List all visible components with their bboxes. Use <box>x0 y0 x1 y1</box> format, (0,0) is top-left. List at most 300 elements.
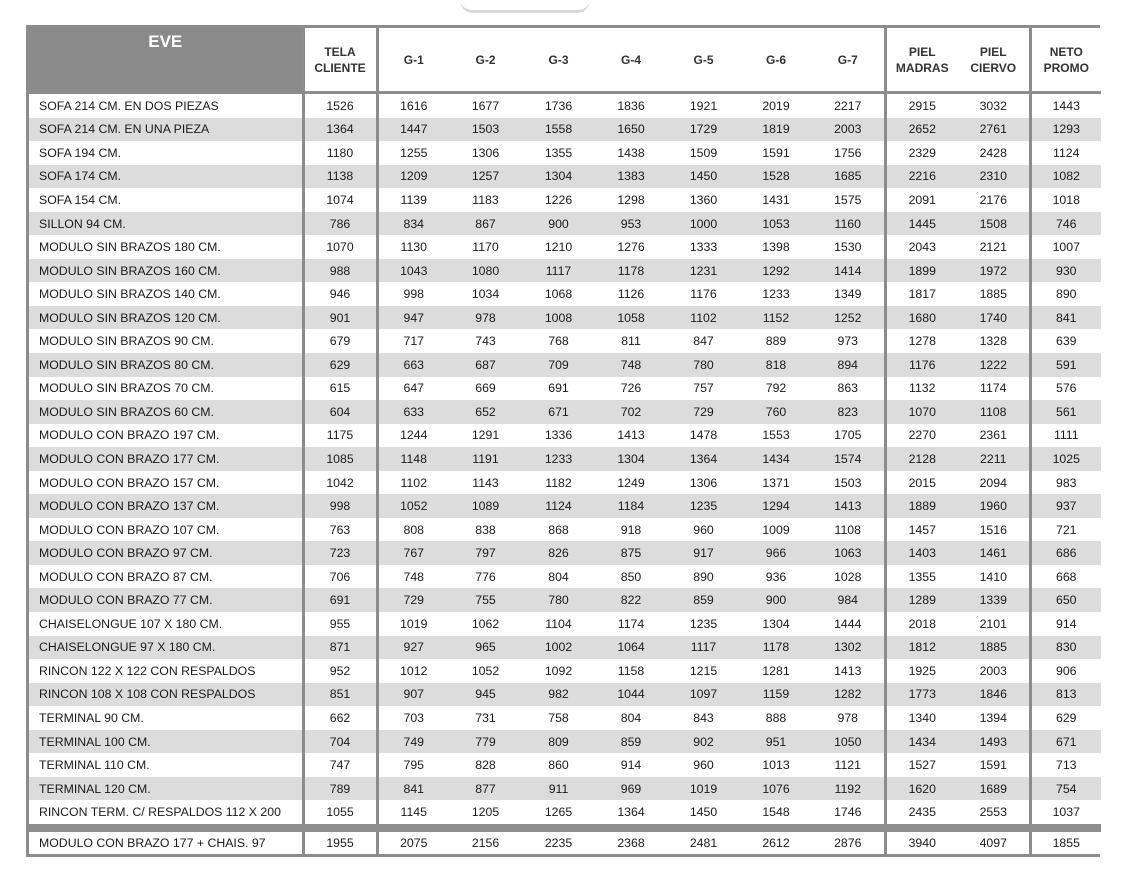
price-cell: 822 <box>595 588 667 612</box>
price-cell: 1028 <box>812 565 885 589</box>
price-cell: 1276 <box>595 235 667 259</box>
price-cell: 726 <box>595 377 667 401</box>
price-cell: 1145 <box>377 800 449 824</box>
table-row <box>29 400 1101 424</box>
header-line: PIEL <box>979 44 1007 59</box>
price-cell: 754 <box>1030 777 1101 801</box>
table-row <box>29 471 1101 495</box>
price-cell: 1152 <box>740 306 812 330</box>
price-cell: 1126 <box>595 282 667 306</box>
price-cell: 1434 <box>885 730 958 754</box>
price-cell: 591 <box>1030 353 1101 377</box>
table-row <box>29 93 1101 118</box>
price-cell: 983 <box>1030 471 1101 495</box>
price-cell: 965 <box>449 636 522 660</box>
product-name-cell: MODULO SIN BRAZOS 70 CM. <box>29 377 303 401</box>
product-name-cell: MODULO SIN BRAZOS 90 CM. <box>29 329 303 353</box>
price-cell: 1124 <box>1030 141 1101 165</box>
price-cell: 1226 <box>522 188 595 212</box>
price-cell: 918 <box>595 518 667 542</box>
price-cell: 1182 <box>522 471 595 495</box>
price-cell: 2043 <box>885 235 958 259</box>
price-cell: 3032 <box>958 93 1030 118</box>
price-cell: 561 <box>1030 400 1101 424</box>
price-cell: 662 <box>303 706 377 730</box>
price-cell: 1007 <box>1030 235 1101 259</box>
price-cell: 1677 <box>449 93 522 118</box>
price-cell: 1294 <box>740 494 812 518</box>
price-cell: 1180 <box>303 141 377 165</box>
price-cell: 911 <box>522 777 595 801</box>
product-name-cell: TERMINAL 110 CM. <box>29 753 303 777</box>
price-cell: 902 <box>667 730 740 754</box>
price-cell: 1729 <box>667 118 740 142</box>
price-cell: 1364 <box>595 800 667 824</box>
price-cell: 811 <box>595 329 667 353</box>
price-cell: 1244 <box>377 424 449 448</box>
price-cell: 1558 <box>522 118 595 142</box>
price-cell: 2128 <box>885 447 958 471</box>
price-cell: 843 <box>667 706 740 730</box>
price-cell: 966 <box>740 541 812 565</box>
g6-header: G-6 <box>740 28 812 93</box>
price-cell: 768 <box>522 329 595 353</box>
price-cell: 969 <box>595 777 667 801</box>
price-cell: 687 <box>449 353 522 377</box>
price-cell: 1414 <box>812 259 885 283</box>
product-name-cell: SOFA 214 CM. EN DOS PIEZAS <box>29 93 303 118</box>
price-cell: 1102 <box>667 306 740 330</box>
price-cell: 1339 <box>958 588 1030 612</box>
price-cell: 576 <box>1030 377 1101 401</box>
price-cell: 1160 <box>812 212 885 236</box>
price-cell: 1158 <box>595 659 667 683</box>
table-row <box>29 118 1101 142</box>
piel-madras-header <box>885 28 958 93</box>
price-cell: 1080 <box>449 259 522 283</box>
price-cell: 671 <box>1030 730 1101 754</box>
price-cell: 1736 <box>522 93 595 118</box>
price-cell: 2091 <box>885 188 958 212</box>
price-cell: 978 <box>449 306 522 330</box>
price-cell: 2101 <box>958 612 1030 636</box>
price-cell: 2368 <box>595 832 667 854</box>
price-cell: 867 <box>449 212 522 236</box>
price-cell: 818 <box>740 353 812 377</box>
table-row <box>29 800 1101 824</box>
price-cell: 747 <box>303 753 377 777</box>
price-cell: 2235 <box>522 832 595 854</box>
price-cell: 1034 <box>449 282 522 306</box>
price-cell: 930 <box>1030 259 1101 283</box>
price-cell: 1302 <box>812 636 885 660</box>
price-cell: 2435 <box>885 800 958 824</box>
price-cell: 823 <box>812 400 885 424</box>
piel-ciervo-header <box>958 28 1030 93</box>
price-cell: 960 <box>667 753 740 777</box>
price-cell: 1364 <box>667 447 740 471</box>
price-cell: 1143 <box>449 471 522 495</box>
price-cell: 1960 <box>958 494 1030 518</box>
product-name-cell: MODULO CON BRAZO 177 CM. <box>29 447 303 471</box>
price-cell: 2018 <box>885 612 958 636</box>
price-table <box>29 28 1101 854</box>
price-cell: 1336 <box>522 424 595 448</box>
price-cell: 757 <box>667 377 740 401</box>
price-cell: 1328 <box>958 329 1030 353</box>
price-cell: 1528 <box>740 165 812 189</box>
price-cell: 1746 <box>812 800 885 824</box>
price-cell: 2915 <box>885 93 958 118</box>
table-row <box>29 447 1101 471</box>
price-cell: 1304 <box>740 612 812 636</box>
price-cell: 860 <box>522 753 595 777</box>
price-cell: 686 <box>1030 541 1101 565</box>
price-cell: 1503 <box>812 471 885 495</box>
decorative-arc <box>460 0 590 13</box>
price-cell: 927 <box>377 636 449 660</box>
price-cell: 709 <box>522 353 595 377</box>
price-cell: 1925 <box>885 659 958 683</box>
price-cell: 647 <box>377 377 449 401</box>
price-cell: 1450 <box>667 800 740 824</box>
price-cell: 2211 <box>958 447 1030 471</box>
price-cell: 704 <box>303 730 377 754</box>
price-cell: 1434 <box>740 447 812 471</box>
price-cell: 1431 <box>740 188 812 212</box>
price-cell: 780 <box>522 588 595 612</box>
price-cell: 1591 <box>740 141 812 165</box>
price-cell: 809 <box>522 730 595 754</box>
price-cell: 1298 <box>595 188 667 212</box>
price-cell: 804 <box>522 565 595 589</box>
price-cell: 1461 <box>958 541 1030 565</box>
price-cell: 901 <box>303 306 377 330</box>
price-cell: 1575 <box>812 188 885 212</box>
price-cell: 1000 <box>667 212 740 236</box>
product-name-cell: MODULO CON BRAZO 157 CM. <box>29 471 303 495</box>
product-name-cell: MODULO SIN BRAZOS 60 CM. <box>29 400 303 424</box>
price-cell: 2481 <box>667 832 740 854</box>
price-cell: 841 <box>377 777 449 801</box>
section-divider-cell <box>29 824 1101 832</box>
price-cell: 1450 <box>667 165 740 189</box>
table-row <box>29 541 1101 565</box>
price-cell: 914 <box>1030 612 1101 636</box>
table-row <box>29 306 1101 330</box>
g5-header: G-5 <box>667 28 740 93</box>
price-cell: 1082 <box>1030 165 1101 189</box>
product-name-cell: CHAISELONGUE 107 X 180 CM. <box>29 612 303 636</box>
price-cell: 937 <box>1030 494 1101 518</box>
price-cell: 1413 <box>595 424 667 448</box>
price-cell: 1620 <box>885 777 958 801</box>
table-row <box>29 235 1101 259</box>
price-cell: 1306 <box>667 471 740 495</box>
product-name-cell: MODULO SIN BRAZOS 160 CM. <box>29 259 303 283</box>
price-cell: 1148 <box>377 447 449 471</box>
product-name-cell: TERMINAL 120 CM. <box>29 777 303 801</box>
price-cell: 813 <box>1030 683 1101 707</box>
product-name-cell: SOFA 214 CM. EN UNA PIEZA <box>29 118 303 142</box>
table-row <box>29 329 1101 353</box>
price-cell: 1159 <box>740 683 812 707</box>
price-cell: 650 <box>1030 588 1101 612</box>
price-cell: 2216 <box>885 165 958 189</box>
price-cell: 669 <box>449 377 522 401</box>
price-cell: 973 <box>812 329 885 353</box>
price-cell: 1043 <box>377 259 449 283</box>
price-cell: 851 <box>303 683 377 707</box>
price-cell: 3940 <box>885 832 958 854</box>
price-cell: 1178 <box>595 259 667 283</box>
price-cell: 2075 <box>377 832 449 854</box>
price-cell: 889 <box>740 329 812 353</box>
price-cell: 729 <box>667 400 740 424</box>
price-cell: 1210 <box>522 235 595 259</box>
table-row <box>29 706 1101 730</box>
price-cell: 1255 <box>377 141 449 165</box>
price-cell: 988 <box>303 259 377 283</box>
price-cell: 1222 <box>958 353 1030 377</box>
price-cell: 1846 <box>958 683 1030 707</box>
price-cell: 1680 <box>885 306 958 330</box>
price-cell: 1117 <box>522 259 595 283</box>
product-name-cell: MODULO SIN BRAZOS 180 CM. <box>29 235 303 259</box>
price-cell: 1306 <box>449 141 522 165</box>
price-cell: 1493 <box>958 730 1030 754</box>
price-cell: 1413 <box>812 659 885 683</box>
table-row <box>29 259 1101 283</box>
price-cell: 652 <box>449 400 522 424</box>
price-cell: 1574 <box>812 447 885 471</box>
price-cell: 1176 <box>667 282 740 306</box>
price-cell: 1191 <box>449 447 522 471</box>
price-cell: 2094 <box>958 471 1030 495</box>
price-cell: 797 <box>449 541 522 565</box>
price-cell: 2176 <box>958 188 1030 212</box>
price-cell: 960 <box>667 518 740 542</box>
combo-row <box>29 832 1101 854</box>
price-cell: 776 <box>449 565 522 589</box>
price-cell: 1052 <box>377 494 449 518</box>
price-cell: 779 <box>449 730 522 754</box>
price-cell: 984 <box>812 588 885 612</box>
price-cell: 1304 <box>522 165 595 189</box>
tela-cliente-header <box>303 28 377 93</box>
price-cell: 863 <box>812 377 885 401</box>
price-cell: 786 <box>303 212 377 236</box>
price-cell: 828 <box>449 753 522 777</box>
price-cell: 998 <box>377 282 449 306</box>
price-cell: 917 <box>667 541 740 565</box>
table-row <box>29 377 1101 401</box>
product-name-cell: RINCON 108 X 108 CON RESPALDOS <box>29 683 303 707</box>
product-name-cell: TERMINAL 100 CM. <box>29 730 303 754</box>
price-cell: 1235 <box>667 494 740 518</box>
price-cell: 629 <box>303 353 377 377</box>
g2-header: G-2 <box>449 28 522 93</box>
price-cell: 2612 <box>740 832 812 854</box>
price-cell: 1108 <box>958 400 1030 424</box>
product-name-cell: MODULO CON BRAZO 97 CM. <box>29 541 303 565</box>
price-cell: 629 <box>1030 706 1101 730</box>
price-cell: 755 <box>449 588 522 612</box>
product-name-cell: SOFA 194 CM. <box>29 141 303 165</box>
price-cell: 841 <box>1030 306 1101 330</box>
table-row <box>29 518 1101 542</box>
price-cell: 671 <box>522 400 595 424</box>
price-cell: 1070 <box>303 235 377 259</box>
table-row <box>29 141 1101 165</box>
price-cell: 1355 <box>885 565 958 589</box>
price-cell: 1076 <box>740 777 812 801</box>
price-cell: 947 <box>377 306 449 330</box>
price-cell: 721 <box>1030 518 1101 542</box>
price-cell: 900 <box>522 212 595 236</box>
price-cell: 900 <box>740 588 812 612</box>
price-cell: 1257 <box>449 165 522 189</box>
price-cell: 1383 <box>595 165 667 189</box>
product-name-cell: MODULO CON BRAZO 87 CM. <box>29 565 303 589</box>
price-cell: 2329 <box>885 141 958 165</box>
price-cell: 1174 <box>958 377 1030 401</box>
price-cell: 1058 <box>595 306 667 330</box>
price-cell: 702 <box>595 400 667 424</box>
price-cell: 668 <box>1030 565 1101 589</box>
header-line: PROMO <box>1043 60 1089 75</box>
neto-promo-header <box>1030 28 1101 93</box>
product-name-cell: TERMINAL 90 CM. <box>29 706 303 730</box>
price-cell: 1278 <box>885 329 958 353</box>
price-cell: 2156 <box>449 832 522 854</box>
price-cell: 2361 <box>958 424 1030 448</box>
price-cell: 743 <box>449 329 522 353</box>
price-cell: 1360 <box>667 188 740 212</box>
price-cell: 1013 <box>740 753 812 777</box>
price-cell: 808 <box>377 518 449 542</box>
price-cell: 1009 <box>740 518 812 542</box>
price-cell: 1457 <box>885 518 958 542</box>
table-row <box>29 753 1101 777</box>
price-cell: 888 <box>740 706 812 730</box>
price-cell: 871 <box>303 636 377 660</box>
price-cell: 4097 <box>958 832 1030 854</box>
product-name-cell: RINCON TERM. C/ RESPALDOS 112 X 200 <box>29 800 303 824</box>
price-cell: 1526 <box>303 93 377 118</box>
price-cell: 615 <box>303 377 377 401</box>
price-cell: 2003 <box>958 659 1030 683</box>
price-cell: 868 <box>522 518 595 542</box>
price-cell: 703 <box>377 706 449 730</box>
table-row <box>29 282 1101 306</box>
price-cell: 1089 <box>449 494 522 518</box>
price-cell: 1074 <box>303 188 377 212</box>
model-name-header: EVE <box>29 28 303 93</box>
price-cell: 604 <box>303 400 377 424</box>
table-row <box>29 424 1101 448</box>
price-cell: 2121 <box>958 235 1030 259</box>
price-cell: 1548 <box>740 800 812 824</box>
price-cell: 748 <box>595 353 667 377</box>
price-cell: 1705 <box>812 424 885 448</box>
price-cell: 1921 <box>667 93 740 118</box>
price-cell: 1819 <box>740 118 812 142</box>
price-cell: 789 <box>303 777 377 801</box>
price-cell: 1304 <box>595 447 667 471</box>
price-cell: 2553 <box>958 800 1030 824</box>
product-name-cell: MODULO CON BRAZO 197 CM. <box>29 424 303 448</box>
price-cell: 1650 <box>595 118 667 142</box>
price-cell: 723 <box>303 541 377 565</box>
price-cell: 1689 <box>958 777 1030 801</box>
price-cell: 679 <box>303 329 377 353</box>
table-row <box>29 565 1101 589</box>
price-cell: 1052 <box>449 659 522 683</box>
price-cell: 1364 <box>303 118 377 142</box>
product-name-cell: SOFA 174 CM. <box>29 165 303 189</box>
price-cell: 1899 <box>885 259 958 283</box>
price-cell: 936 <box>740 565 812 589</box>
header-line: CLIENTE <box>314 60 366 75</box>
price-cell: 1885 <box>958 282 1030 306</box>
price-cell: 691 <box>303 588 377 612</box>
price-cell: 1192 <box>812 777 885 801</box>
table-row <box>29 777 1101 801</box>
price-cell: 982 <box>522 683 595 707</box>
price-cell: 978 <box>812 706 885 730</box>
price-cell: 763 <box>303 518 377 542</box>
price-cell: 1085 <box>303 447 377 471</box>
price-cell: 1183 <box>449 188 522 212</box>
price-cell: 1092 <box>522 659 595 683</box>
price-cell: 1281 <box>740 659 812 683</box>
price-cell: 2019 <box>740 93 812 118</box>
price-cell: 953 <box>595 212 667 236</box>
price-cell: 729 <box>377 588 449 612</box>
table-row <box>29 730 1101 754</box>
price-cell: 1012 <box>377 659 449 683</box>
price-cell: 1509 <box>667 141 740 165</box>
price-cell: 1008 <box>522 306 595 330</box>
product-name-cell: MODULO CON BRAZO 177 + CHAIS. 97 <box>29 832 303 854</box>
price-cell: 780 <box>667 353 740 377</box>
price-cell: 914 <box>595 753 667 777</box>
price-cell: 945 <box>449 683 522 707</box>
price-cell: 1289 <box>885 588 958 612</box>
table-row <box>29 165 1101 189</box>
price-cell: 2217 <box>812 93 885 118</box>
price-cell: 2003 <box>812 118 885 142</box>
price-cell: 1231 <box>667 259 740 283</box>
price-cell: 1184 <box>595 494 667 518</box>
price-cell: 894 <box>812 353 885 377</box>
price-cell: 1817 <box>885 282 958 306</box>
price-cell: 907 <box>377 683 449 707</box>
section-divider <box>29 824 1101 832</box>
price-cell: 1291 <box>449 424 522 448</box>
price-cell: 1174 <box>595 612 667 636</box>
price-cell: 1340 <box>885 706 958 730</box>
price-cell: 1068 <box>522 282 595 306</box>
price-cell: 1025 <box>1030 447 1101 471</box>
price-cell: 847 <box>667 329 740 353</box>
product-name-cell: MODULO CON BRAZO 77 CM. <box>29 588 303 612</box>
price-cell: 2652 <box>885 118 958 142</box>
g1-header: G-1 <box>377 28 449 93</box>
price-cell: 1042 <box>303 471 377 495</box>
price-cell: 749 <box>377 730 449 754</box>
